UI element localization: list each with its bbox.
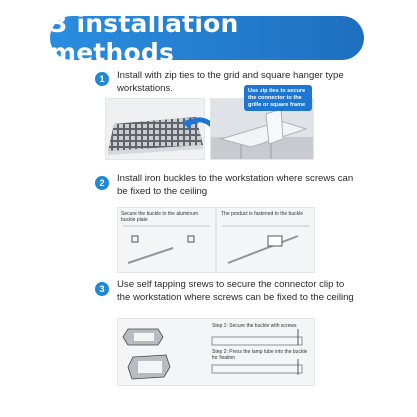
buckle-fasten-caption: The product is fastened to the buckle bbox=[221, 211, 303, 217]
buckle-plate-caption: Secure the buckle to the aluminum buckle plate bbox=[121, 211, 198, 223]
step-2-number: 2 bbox=[95, 176, 109, 190]
title-banner bbox=[50, 9, 364, 67]
step-2-text: Install iron buckles to the workstation where screws can be fixed to the ceiling bbox=[117, 173, 354, 197]
step-1-number: 1 bbox=[95, 72, 109, 86]
step-3-caption-1: Step 1: Secure the buckle with screws bbox=[212, 323, 297, 329]
page-title: 3 installation methods bbox=[50, 9, 239, 67]
zip-tie-callout: Use zip ties to secure the connector to the grille or square frame bbox=[244, 85, 312, 111]
iron-buckle-image bbox=[117, 207, 315, 273]
self-tapping-screw-image bbox=[117, 318, 315, 386]
buckle-illustration bbox=[118, 208, 314, 272]
step-3-number: 3 bbox=[95, 282, 109, 296]
step-3-caption-2: Step 2: Press the lamp tube into the buckle for fixation bbox=[212, 349, 308, 361]
step-1-text: Install with zip ties to the grid and square hanger type workstations. bbox=[117, 70, 344, 94]
step-3-text: Use self tapping srews to secure the connector clip to the workstation where screws can be fixed to the ceiling bbox=[117, 279, 354, 303]
